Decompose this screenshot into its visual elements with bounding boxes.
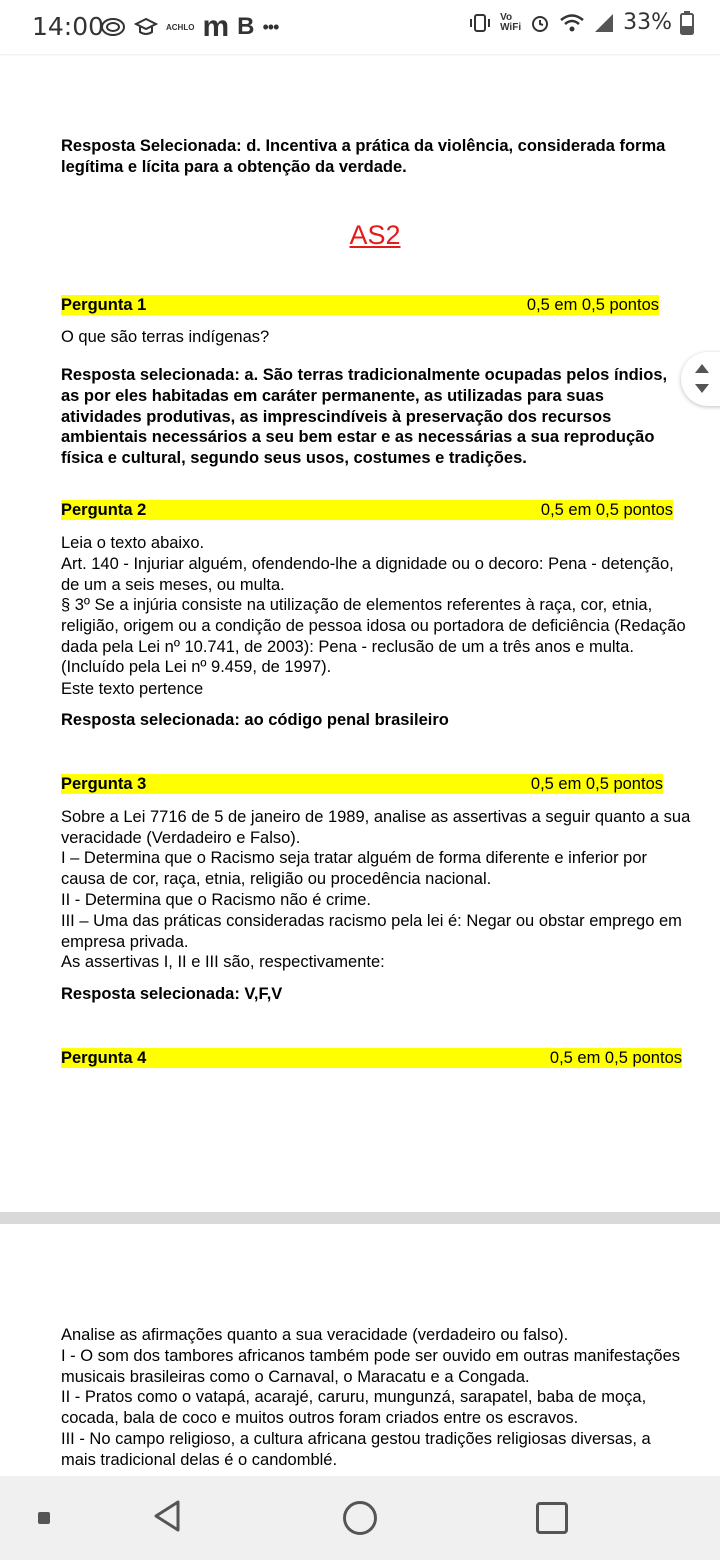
vibrate-icon [468, 12, 492, 34]
question-text-line: Este texto pertence [61, 680, 204, 698]
question-text-line: III - No campo religioso, a cultura africana gestou tradições religiosas diversas, a mais tradicional delas é o candomblé. [61, 1430, 651, 1469]
battery-percent: 33% [623, 10, 672, 35]
page-scroll-widget[interactable] [681, 352, 720, 406]
question-text-line: § 3º Se a injúria consiste na utilização de elementos referentes à raça, cor, etnia, religião, origem ou a condição de pessoa idosa ou portadora de deficiência (Redação dada pela Lei nº 10.741, de 2003): Pena - reclusão de um a três anos e multa. (Incluído pela Lei nº 9.459, de 1997). [61, 596, 686, 677]
notification-icons [100, 12, 278, 42]
top-selected-answer: Resposta Selecionada: d. Incentiva a prática da violência, considerada forma legítima e lícita para a obtenção da verdade. [61, 137, 666, 176]
question-text-line: II - Pratos como o vatapá, acarajé, caruru, mungunzá, sarapatel, baba de moça, cocada, bala de coco e muitos outros foram criados entre os escravos. [61, 1388, 647, 1427]
section-title[interactable]: AS2 [349, 220, 401, 250]
question-score: 0,5 em 0,5 pontos [549, 1049, 682, 1067]
question-text-line: Analise as afirmações quanto a sua veracidade (verdadeiro ou falso). [61, 1326, 569, 1344]
page-content[interactable] [0, 54, 720, 1476]
navigation-bar [0, 1476, 720, 1560]
question-header-4 [61, 1048, 682, 1068]
question-text-line: Art. 140 - Injuriar alguém, ofendendo-lhe a dignidade ou o decoro: Pena - detenção, de um a seis meses, ou multa. [61, 555, 674, 594]
question-text-line: Sobre a Lei 7716 de 5 de janeiro de 1989, analise as assertivas a seguir quanto a sua veracidade (Verdadeiro e Falso). [61, 808, 691, 847]
m-app-icon: m [202, 10, 230, 43]
question-score: 0,5 em 0,5 pontos [526, 296, 659, 314]
more-notifications-icon: ••• [262, 16, 279, 37]
question-header-2 [61, 500, 673, 520]
recent-apps-icon[interactable] [536, 1502, 568, 1534]
selected-answer: Resposta selecionada: V,F,V [61, 985, 283, 1003]
question-label: Pergunta 4 [61, 1049, 147, 1067]
system-icons [468, 10, 694, 35]
scroll-up-icon[interactable] [695, 364, 709, 373]
graduation-cap-icon [134, 16, 158, 38]
page-separator [0, 1212, 720, 1224]
selected-answer: Resposta selecionada: a. São terras tradicionalmente ocupadas pelos índios, as por eles habitadas em caráter permanente, as utilizadas para suas atividades produtivas, as imprescindíveis à preservação dos recursos ambientais necessários a seu bem estar e as necessárias a sua reprodução física e cultural, segundo seus usos, costumes e tradições. [61, 366, 668, 468]
question-label: Pergunta 1 [61, 296, 147, 314]
question-header-3 [61, 774, 663, 794]
question-label: Pergunta 2 [61, 501, 147, 519]
b-app-icon: B [237, 13, 255, 40]
clock: 14:00 [32, 12, 105, 41]
signal-icon [593, 12, 615, 34]
question-text-line: I – Determina que o Racismo seja tratar alguém de forma diferente e inferior por causa de cor, raça, etnia, religião ou procedência nacional. [61, 849, 648, 888]
question-label: Pergunta 3 [61, 775, 147, 793]
vowifi-icon: Vo WiFi [500, 11, 522, 33]
cloud-icon [100, 16, 126, 38]
question-header-1 [61, 295, 659, 315]
question-score: 0,5 em 0,5 pontos [530, 775, 663, 793]
scroll-down-icon[interactable] [695, 384, 709, 393]
app-notification-icon: ACHLO [166, 22, 195, 32]
question-text-line: As assertivas I, II e III são, respectivamente: [61, 953, 385, 971]
question-text-line: I - O som dos tambores africanos também pode ser ouvido em outras manifestações musicais brasileiras como o Carnaval, o Maracatu e a Congada. [61, 1347, 681, 1386]
assist-icon[interactable] [38, 1512, 50, 1524]
question-text-line: Leia o texto abaixo. [61, 534, 205, 552]
question-text: O que são terras indígenas? [61, 328, 270, 346]
wifi-icon [559, 12, 585, 34]
question-text-line: II - Determina que o Racismo não é crime. [61, 891, 371, 909]
battery-icon [680, 11, 694, 35]
question-text-line: III – Uma das práticas consideradas racismo pela lei é: Negar ou obstar emprego em empresa privada. [61, 912, 682, 951]
status-bar [0, 0, 720, 54]
selected-answer: Resposta selecionada: ao código penal brasileiro [61, 711, 449, 729]
alarm-icon [529, 12, 551, 34]
question-score: 0,5 em 0,5 pontos [540, 501, 673, 519]
home-icon[interactable] [343, 1501, 377, 1535]
back-icon[interactable] [150, 1498, 184, 1534]
